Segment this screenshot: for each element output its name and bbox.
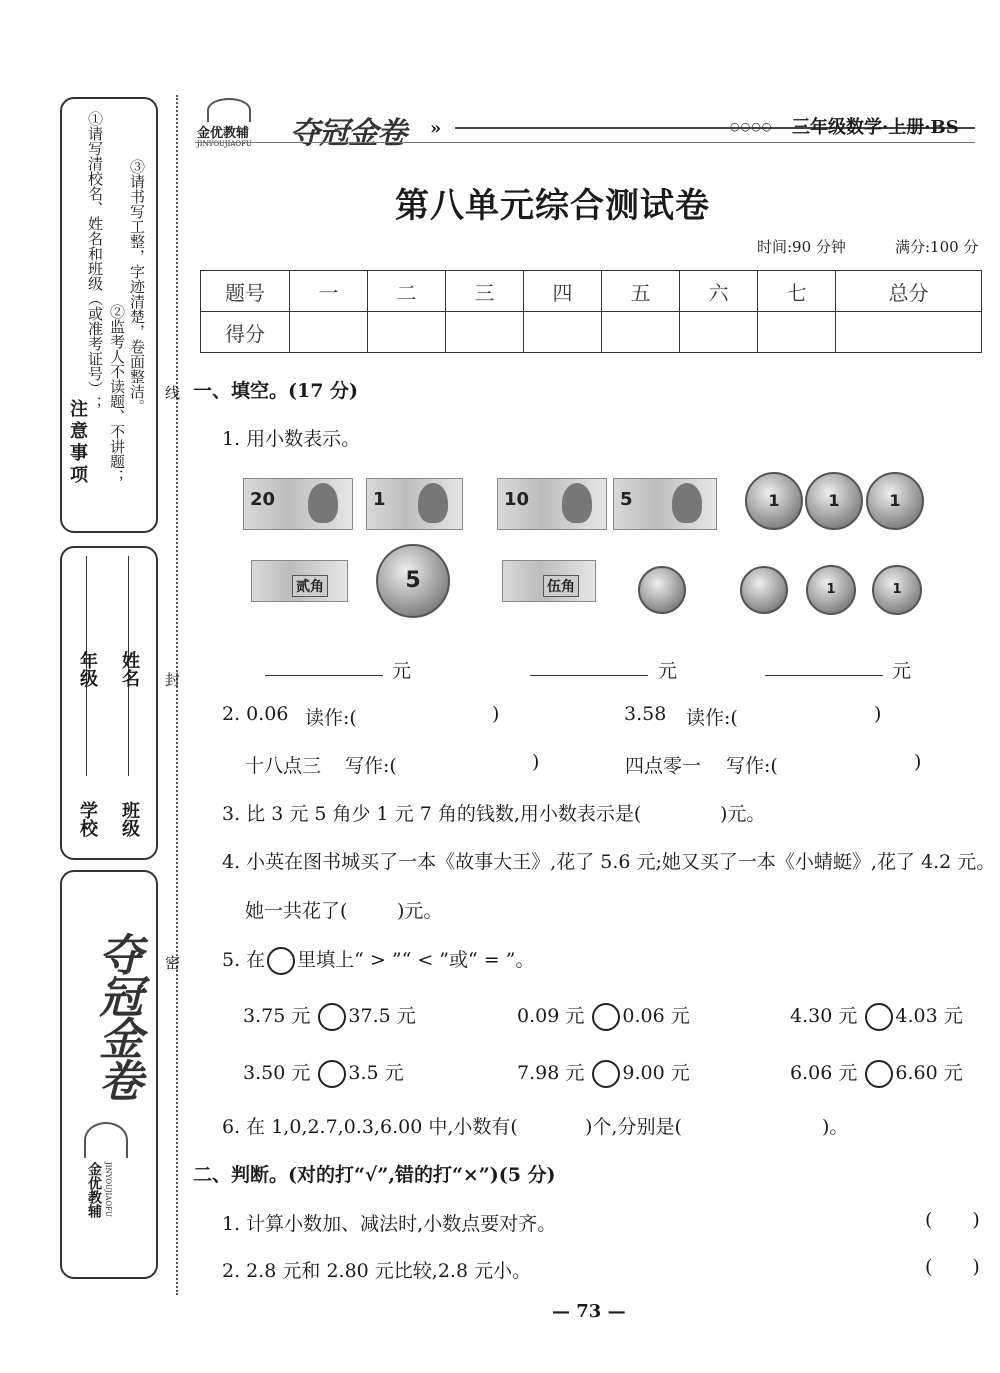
score-table-score-row bbox=[201, 312, 982, 353]
score-cell[interactable] bbox=[524, 312, 602, 353]
brand-pinyin-side: JINYOUJIAOFU bbox=[104, 1162, 112, 1217]
compare-circle[interactable] bbox=[318, 1060, 346, 1088]
question-4-end[interactable]: )元。 bbox=[397, 900, 443, 922]
coin-1-fen: 1 bbox=[806, 565, 856, 615]
time-limit: 时间:90 分钟 bbox=[757, 238, 846, 256]
compare-circle[interactable] bbox=[592, 1003, 620, 1031]
notice-item-1: ①请写清校名、姓名和班级（或准考证号）； bbox=[86, 111, 104, 411]
answer-blank-2[interactable] bbox=[530, 675, 648, 676]
coin-1-fen: 1 bbox=[872, 565, 922, 615]
table-cell: 六 bbox=[680, 271, 758, 312]
table-cell: 七 bbox=[758, 271, 836, 312]
publisher-name: 金优教辅 bbox=[197, 126, 250, 141]
question-5-pre: 5. 在 bbox=[222, 949, 266, 971]
compare-item: 3.75 元 37.5 元 bbox=[243, 1001, 416, 1031]
score-cell[interactable] bbox=[836, 312, 982, 353]
circle-icon bbox=[267, 947, 295, 975]
score-cell[interactable] bbox=[368, 312, 446, 353]
banknote-5-yuan: 5 bbox=[613, 478, 717, 530]
brand-publisher-side: 金优教辅 bbox=[86, 1162, 102, 1218]
question-1: 1. 用小数表示。 bbox=[222, 428, 361, 450]
banknote-5-jiao: 伍角 bbox=[502, 560, 596, 602]
question-4-line2: 她一共花了( bbox=[245, 900, 348, 922]
publisher-logo bbox=[193, 98, 265, 153]
question-5-post: 里填上“ > ”“ < ”或“ = ”。 bbox=[297, 949, 535, 971]
score-cell[interactable] bbox=[290, 312, 368, 353]
grade-label: 年级 bbox=[77, 651, 98, 687]
judge-2-answer[interactable]: ( ) bbox=[925, 1256, 980, 1278]
compare-circle[interactable] bbox=[865, 1003, 893, 1031]
publisher-pinyin: JINYOUJIAOFU bbox=[197, 140, 252, 148]
question-5 bbox=[222, 945, 534, 975]
answer-paren[interactable]: ) bbox=[914, 751, 922, 773]
brand-arrow-icon: » bbox=[430, 118, 442, 139]
banknote-20-yuan: 20 bbox=[243, 478, 353, 530]
score-cell[interactable] bbox=[680, 312, 758, 353]
brand-box bbox=[60, 870, 158, 1279]
score-table bbox=[200, 270, 982, 353]
q2b-read: 读作:( bbox=[686, 707, 738, 729]
unit-yuan: 元 bbox=[892, 660, 912, 682]
coin-1-yuan: 1 bbox=[745, 472, 803, 530]
table-cell: 四 bbox=[524, 271, 602, 312]
header-dots: ○○○○ bbox=[730, 120, 773, 133]
compare-item: 0.09 元 0.06 元 bbox=[517, 1001, 690, 1031]
bind-char-line: 线 bbox=[163, 385, 181, 400]
school-label: 学校 bbox=[77, 801, 98, 837]
compare-item: 4.30 元 4.03 元 bbox=[790, 1001, 963, 1031]
score-cell[interactable] bbox=[446, 312, 524, 353]
table-cell: 题号 bbox=[201, 271, 290, 312]
q2d-write: 写作:( bbox=[726, 755, 778, 777]
notice-heading: 注意事项 bbox=[67, 399, 88, 487]
table-cell: 五 bbox=[602, 271, 680, 312]
class-field[interactable] bbox=[110, 556, 150, 851]
unit-yuan: 元 bbox=[392, 660, 412, 682]
books-icon bbox=[207, 98, 251, 122]
section-2-heading: 二、判断。(对的打“√”,错的打“×”)(5 分) bbox=[193, 1164, 556, 1186]
page-title: 第八单元综合测试卷 bbox=[395, 186, 710, 226]
class-label: 班级 bbox=[119, 801, 140, 837]
books-icon bbox=[84, 1122, 128, 1158]
brand-logo: 夺冠金卷 bbox=[290, 116, 406, 151]
q2b-number: 3.58 bbox=[624, 703, 667, 725]
name-label: 姓名 bbox=[119, 651, 140, 687]
coin-2-fen bbox=[638, 566, 686, 614]
score-cell[interactable] bbox=[602, 312, 680, 353]
answer-blank-3[interactable] bbox=[765, 675, 883, 676]
judge-2: 2. 2.8 元和 2.80 元比较,2.8 元小。 bbox=[222, 1260, 532, 1282]
banknote-2-jiao: 贰角 bbox=[251, 560, 348, 602]
bind-char-seal: 封 bbox=[163, 672, 181, 687]
answer-paren[interactable]: ) bbox=[532, 751, 540, 773]
page-number: — 73 — bbox=[552, 1301, 626, 1322]
table-cell: 三 bbox=[446, 271, 524, 312]
q2d-text: 四点零一 bbox=[625, 755, 702, 777]
notice-item-2: ②监考人不读题、不讲题； bbox=[108, 304, 126, 484]
score-table-header-row bbox=[201, 271, 982, 312]
coin-2-fen bbox=[740, 566, 788, 614]
q2c-text: 十八点三 bbox=[245, 755, 322, 777]
question-6-end[interactable]: )。 bbox=[822, 1116, 849, 1138]
notice-box bbox=[60, 97, 158, 533]
q2c-write: 写作:( bbox=[345, 755, 397, 777]
grade-info: 三年级数学·上册·BS bbox=[792, 117, 959, 138]
q2a-read: 读作:( bbox=[305, 707, 357, 729]
q2a-number: 2. 0.06 bbox=[222, 703, 289, 725]
table-cell: 一 bbox=[290, 271, 368, 312]
bind-char-secret: 密 bbox=[163, 955, 181, 970]
compare-item: 6.06 元 6.60 元 bbox=[790, 1058, 963, 1088]
section-1-heading: 一、填空。(17 分) bbox=[193, 380, 359, 402]
compare-circle[interactable] bbox=[592, 1060, 620, 1088]
banknote-1-yuan: 1 bbox=[366, 478, 463, 530]
compare-circle[interactable] bbox=[865, 1060, 893, 1088]
compare-item: 7.98 元 9.00 元 bbox=[517, 1058, 690, 1088]
answer-paren[interactable]: ) bbox=[874, 703, 882, 725]
question-6-mid[interactable]: )个,分别是( bbox=[585, 1116, 682, 1138]
answer-paren[interactable]: ) bbox=[492, 703, 500, 725]
question-4: 4. 小英在图书城买了一本《故事大王》,花了 5.6 元;她又买了一本《小蜻蜓》,花了 4.2 元。 bbox=[222, 851, 996, 873]
notice-item-3: ③请书写工整，字迹清楚，卷面整洁。 bbox=[128, 159, 146, 414]
binding-line bbox=[176, 95, 178, 1295]
coin-5-fen: 5 bbox=[376, 544, 450, 618]
student-info-box bbox=[60, 546, 158, 860]
question-3-end[interactable]: )元。 bbox=[720, 803, 766, 825]
question-3: 3. 比 3 元 5 角少 1 元 7 角的钱数,用小数表示是( bbox=[222, 803, 642, 825]
question-6: 6. 在 1,0,2.7,0.3,6.00 中,小数有( bbox=[222, 1116, 518, 1138]
coin-1-yuan: 1 bbox=[866, 472, 924, 530]
banknote-10-yuan: 10 bbox=[497, 478, 607, 530]
unit-yuan: 元 bbox=[658, 660, 678, 682]
compare-circle[interactable] bbox=[318, 1003, 346, 1031]
table-cell: 总分 bbox=[836, 271, 982, 312]
table-cell: 得分 bbox=[201, 312, 290, 353]
coin-1-yuan: 1 bbox=[805, 472, 863, 530]
compare-item: 3.50 元 3.5 元 bbox=[243, 1058, 404, 1088]
header-underline bbox=[195, 142, 975, 143]
answer-blank-1[interactable] bbox=[265, 675, 383, 676]
judge-1: 1. 计算小数加、减法时,小数点要对齐。 bbox=[222, 1213, 557, 1235]
full-score: 满分:100 分 bbox=[895, 238, 979, 256]
score-cell[interactable] bbox=[758, 312, 836, 353]
school-field[interactable] bbox=[68, 556, 108, 851]
judge-1-answer[interactable]: ( ) bbox=[925, 1209, 980, 1231]
brand-logo-side: 夺冠金卷 bbox=[91, 932, 142, 1100]
table-cell: 二 bbox=[368, 271, 446, 312]
